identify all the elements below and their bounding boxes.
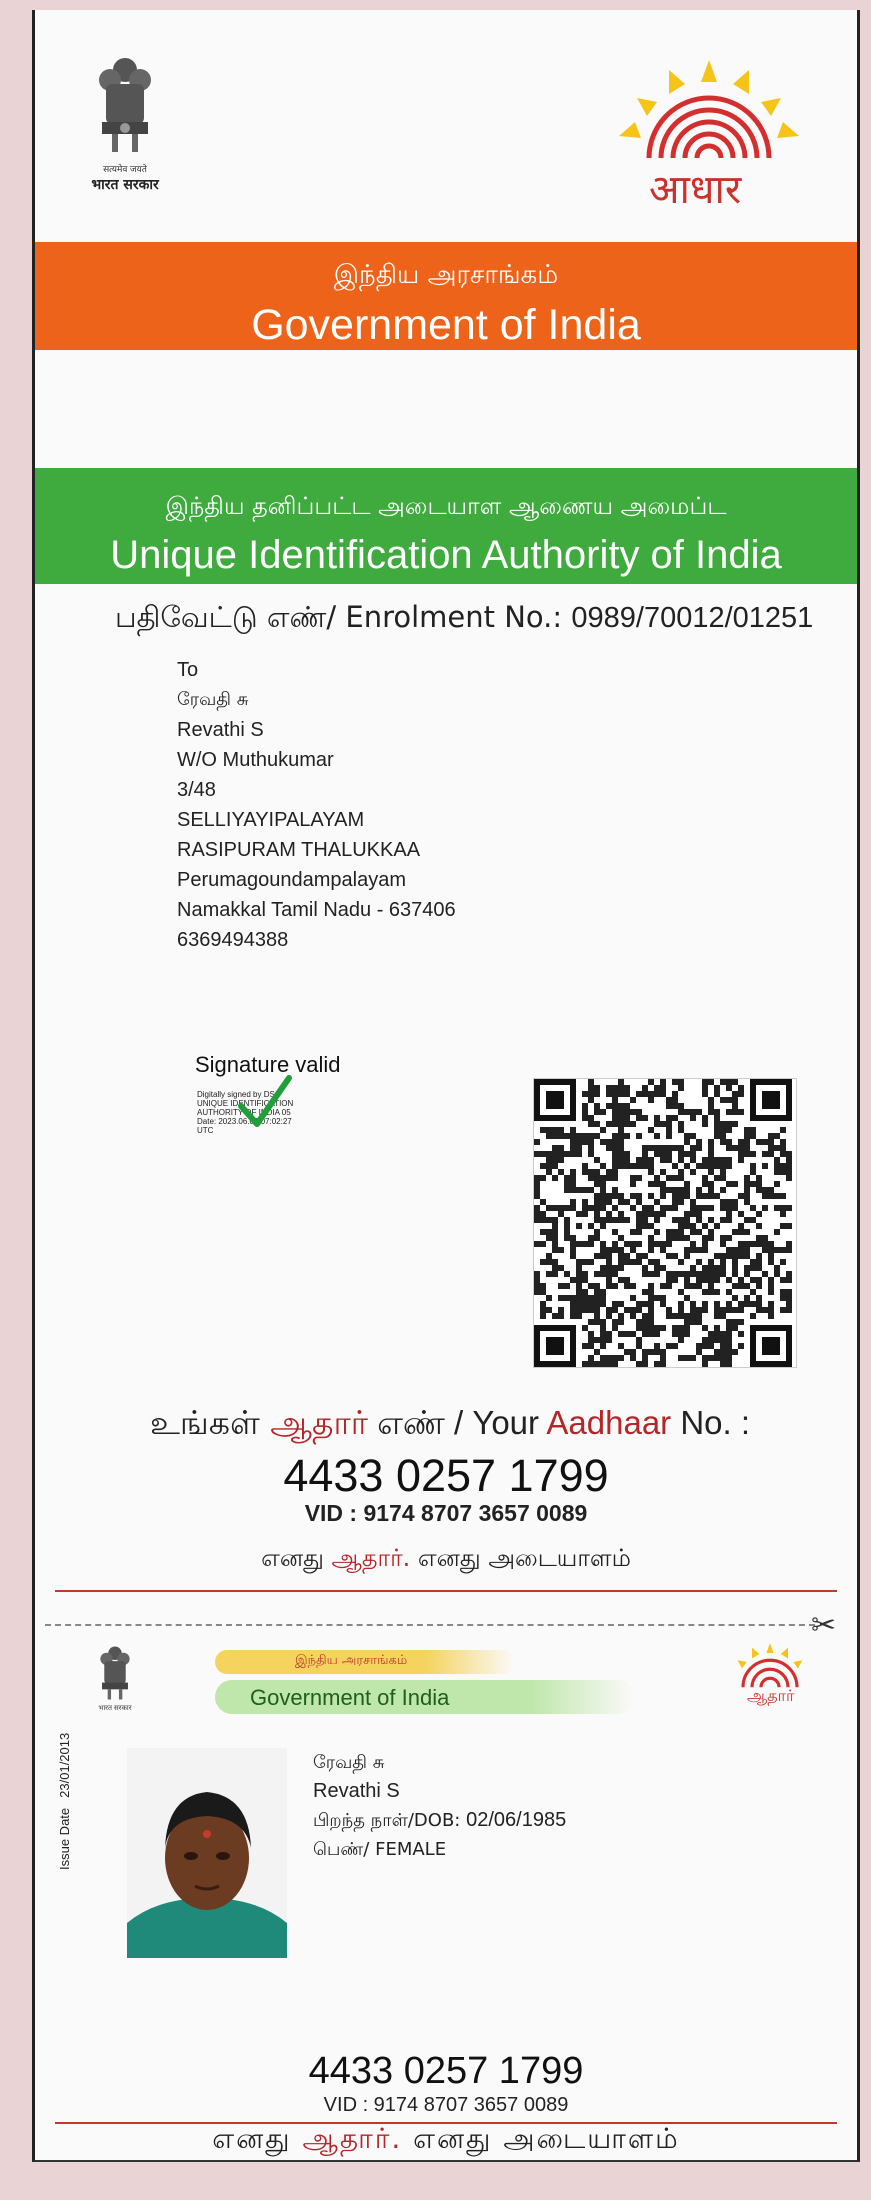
address-line: 3/48 — [177, 779, 216, 801]
holder-details — [313, 1748, 566, 1864]
aadhaar-letter — [32, 10, 860, 2162]
holder-dob — [313, 1806, 566, 1835]
ashoka-emblem-icon — [92, 1642, 138, 1704]
uidai-tamil: இந்திய தனிப்பட்ட அடையாள ஆணைய அமைப்ட — [165, 492, 727, 520]
card-emblem — [85, 1642, 145, 1713]
dob-value: 02/06/1985 — [466, 1809, 567, 1831]
aadhaar-label-eng-red: Aadhaar — [546, 1404, 672, 1441]
card-aadhaar-logo — [725, 1642, 815, 1712]
emblem-block — [77, 50, 173, 194]
card-gov-tamil-strip — [215, 1650, 515, 1674]
scissors-icon: ✂ — [811, 1609, 837, 1642]
issue-date — [57, 1733, 72, 1870]
address-line: RASIPURAM THALUKKAA — [177, 839, 421, 861]
signature-detail-line: UNIQUE IDENTIFICATION — [197, 1099, 294, 1108]
signature-detail-line: Digitally signed by DS — [197, 1090, 275, 1099]
address-line: Namakkal Tamil Nadu - 637406 — [177, 899, 456, 921]
enrolment-number — [115, 600, 813, 638]
issue-date-value: 23/01/2013 — [57, 1732, 72, 1798]
slogan-part1: எனது — [261, 1544, 332, 1572]
emblem-name: भारत सरकार — [91, 177, 159, 193]
holder-name-tamil: ரேவதி சு — [313, 1752, 385, 1773]
aadhaar-fingerprint-sun-icon — [725, 1642, 815, 1692]
signature-detail-line: Date: 2023.06.06 07:02:27 — [197, 1117, 292, 1126]
holder-photo — [127, 1748, 287, 1958]
aadhaar-label-tamil-red: ஆதார் — [270, 1403, 368, 1442]
issue-date-label: Issue Date — [57, 1807, 72, 1870]
enrolment-value: 0989/70012/01251 — [571, 602, 814, 634]
card-gov-tamil: இந்திய அரசாங்கம் — [295, 1653, 408, 1668]
cut-line — [45, 1624, 815, 1626]
slogan-red: ஆதார். — [331, 1544, 411, 1572]
aadhaar-label-tamil-suffix: எண் / Your — [367, 1404, 547, 1441]
holder-name-english: Revathi S — [313, 1780, 400, 1802]
signature-detail-line: UTC — [197, 1126, 214, 1135]
qr-code — [533, 1078, 797, 1368]
card-slogan-red: ஆதார். — [302, 2122, 403, 2155]
government-tamil: இந்திய அரசாங்கம் — [333, 260, 559, 290]
address-line: 6369494388 — [177, 929, 289, 951]
emblem-motto: सत्यमेव जयते — [103, 164, 147, 174]
aadhaar-label-tamil-prefix: உங்கள் — [149, 1403, 271, 1442]
card-aadhaar-number: 4433 0257 1799 — [308, 2050, 584, 2092]
government-band — [35, 242, 857, 350]
uidai-band — [35, 468, 857, 584]
aadhaar-logo — [609, 58, 809, 213]
address-line: Revathi S — [177, 719, 264, 741]
dob-label: பிறந்த நாள்/DOB: — [313, 1810, 467, 1831]
address-line: ரேவதி சு — [177, 689, 249, 710]
aadhaar-number: 4433 0257 1799 — [283, 1450, 609, 1501]
card-aadhaar-logo-text: ஆதார் — [747, 1686, 795, 1705]
card-slogan-part1: எனது — [212, 2122, 303, 2155]
address-line: SELLIYAYIPALAYAM — [177, 809, 365, 831]
aadhaar-number-label — [65, 1403, 835, 1447]
card-government-banner — [215, 1650, 635, 1740]
aadhaar-fingerprint-sun-icon — [609, 58, 809, 168]
address-line: Perumagoundampalayam — [177, 869, 407, 891]
card-slogan-part2: எனது அடையாளம் — [402, 2122, 680, 2155]
card-slogan — [35, 2122, 857, 2159]
card-gov-english: Government of India — [250, 1685, 450, 1710]
aadhaar-logo-text: आधार — [649, 167, 742, 213]
address-line: To — [177, 659, 199, 681]
checkmark-icon — [235, 1072, 295, 1132]
ashoka-emblem-icon — [90, 50, 160, 160]
address-line: W/O Muthukumar — [177, 749, 334, 771]
government-english: Government of India — [251, 301, 641, 349]
address-block — [177, 655, 456, 955]
uidai-english: Unique Identification Authority of India — [110, 533, 782, 577]
enrolment-label: பதிவேட்டு எண்/ Enrolment No.: — [115, 600, 572, 634]
slogan — [35, 1544, 857, 1575]
holder-gender: பெண்/ FEMALE — [313, 1839, 447, 1860]
card-vid-number: VID : 9174 8707 3657 0089 — [323, 2094, 569, 2116]
signature-title: Signature valid — [195, 1052, 341, 1077]
aadhaar-label-eng-suffix: No. : — [671, 1404, 751, 1441]
card-emblem-name: भारत सरकार — [98, 1705, 132, 1712]
signature-block — [195, 1052, 355, 1152]
card-gov-english-strip — [215, 1680, 635, 1714]
vid-number: VID : 9174 8707 3657 0089 — [304, 1500, 588, 1526]
divider — [55, 1590, 837, 1592]
signature-detail-line: AUTHORITY OF INDIA 05 — [197, 1108, 291, 1117]
slogan-part2: எனது அடையாளம் — [410, 1544, 631, 1572]
